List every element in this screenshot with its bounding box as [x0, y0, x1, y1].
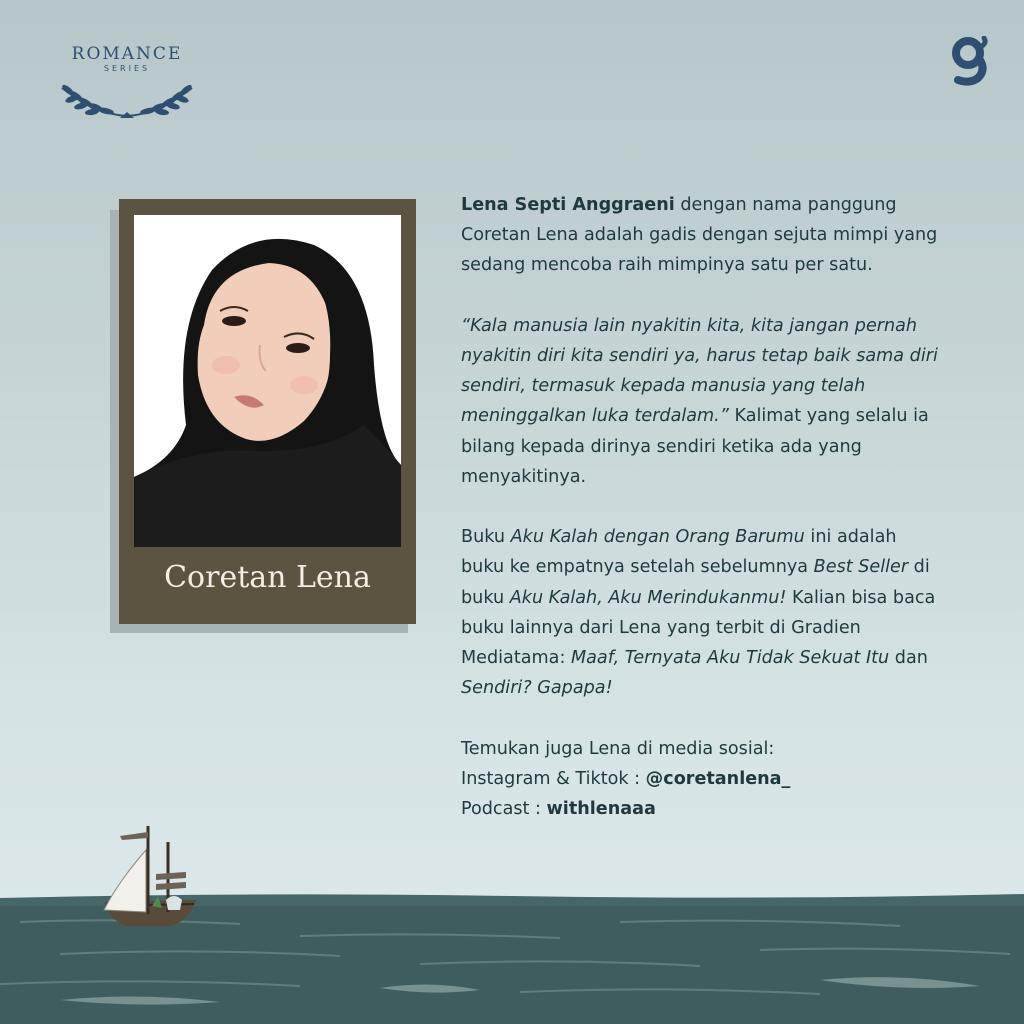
laurel-wreath-icon [56, 66, 198, 120]
books-text: Buku [461, 527, 511, 548]
bio-quote-text: Kalimat yang selalu ia bilang kepada dirinya sendiri ketika ada yang menyakitinya. [461, 406, 929, 487]
books-text: Kalian bisa baca buku lainnya dari Lena yang terbit di Gradien Mediatama: [461, 587, 936, 669]
podcast-label: Podcast : [461, 799, 547, 820]
podcast-handle: withlenaaa [546, 799, 656, 820]
books-text: di buku [461, 557, 930, 608]
author-bio [461, 190, 941, 854]
author-quote: “Kala manusia lain nyakitin kita, kita jangan pernah nyakitin diri kita sendiri ya, harus tetap baik sama diri sendiri, termasuk kepada manusia yang telah meninggalkan luka terdalam.” [461, 315, 938, 427]
book-title: Aku Kalah dengan Orang Barumu [510, 527, 805, 548]
bio-paragraph-social [461, 734, 941, 825]
bio-intro-text: dengan nama panggung Coretan Lena adalah gadis dengan sejuta mimpi yang sedang mencoba raih mimpinya satu per satu. [461, 195, 938, 276]
bio-paragraph-books [461, 522, 941, 703]
author-card-name: Coretan Lena [164, 560, 371, 595]
badge-title: ROMANCE [71, 44, 183, 64]
bio-paragraph-intro [461, 190, 941, 281]
romance-series-badge [56, 44, 198, 120]
social-intro: Temukan juga Lena di media sosial: [461, 738, 775, 759]
bio-paragraph-quote [461, 311, 941, 492]
sailing-ship-illustration [96, 822, 206, 937]
books-text: dan [889, 648, 928, 669]
book-title: Aku Kalah, Aku Merindukanmu! [509, 587, 787, 608]
badge-subtitle: SERIES [103, 64, 151, 73]
author-photo [134, 215, 401, 547]
book-title: Maaf, Ternyata Aku Tidak Sekuat Itu [570, 648, 890, 669]
books-text: ini adalah buku ke empatnya setelah sebelumnya [461, 527, 897, 578]
book-title: Sendiri? Gapapa! [461, 678, 613, 699]
g-letter-logo [948, 36, 990, 86]
instagram-handle: @coretanlena_ [645, 768, 791, 789]
best-seller-label: Best Seller [813, 557, 909, 578]
author-full-name: Lena Septi Anggraeni [461, 195, 675, 215]
instagram-label: Instagram & Tiktok : [461, 768, 646, 789]
